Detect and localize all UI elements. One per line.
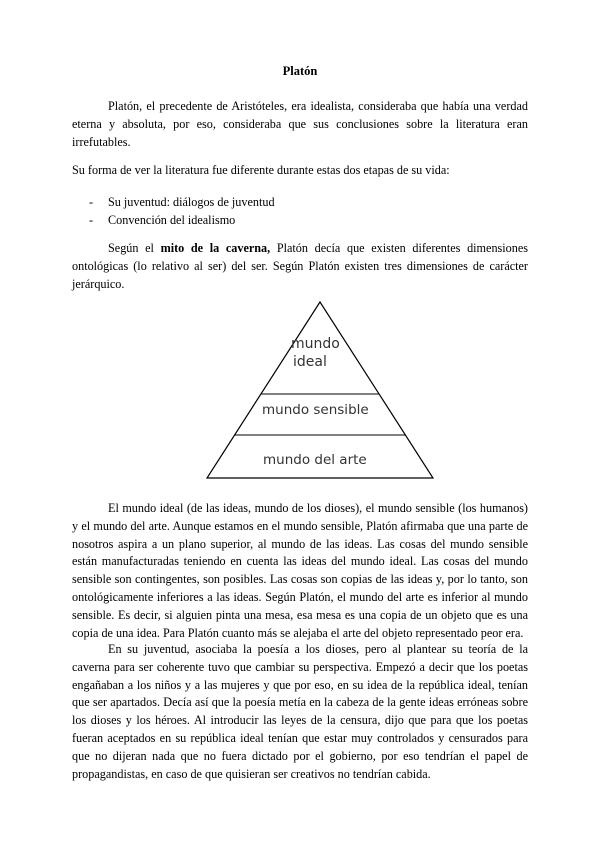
pyramid-level-ideal-line2: ideal — [293, 354, 327, 370]
pyramid-level-sensible: mundo sensible — [262, 402, 369, 418]
worlds-paragraph: El mundo ideal (de las ideas, mundo de los dioses), el mundo sensible (los humanos) y el mundo del arte. Aunque estamos en el mundo sensible, Platón afirmaba que una parte de nosotros aspira a un plano superior, al mundo de las ideas. Las cosas del mundo sensible están manufacturadas teniendo en cuenta las ideas del mundo ideal. Las cosas del mundo sensible son contingentes, son posibles. Las cosas son copias de las ideas y, por lo tanto, son ontológicamente inferiores a las ideas. Según Platón, el mundo del arte es inferior al mundo sensible. Es decir, si alguien pinta una mesa, esa mesa es una copia de un objeto que es una copia de una idea. Para Platón cuanto más se alejaba el arte del objeto representado peor era. — [72, 501, 528, 640]
list-item: - Convención del idealismo — [89, 213, 236, 227]
list-item-text: Convención del idealismo — [108, 213, 236, 227]
list-item-text: Su juventud: diálogos de juventud — [108, 195, 275, 209]
stages-list — [72, 194, 275, 230]
pyramid-level-art: mundo del arte — [263, 452, 367, 468]
stages-paragraph: Su forma de ver la literatura fue diferente durante estas dos etapas de su vida: — [72, 163, 450, 177]
cave-text-start: Según el — [108, 241, 161, 255]
intro-paragraph: Platón, el precedente de Aristóteles, era idealista, consideraba que había una verdad eterna y absoluta, por eso, consideraba que sus conclusiones sobre la literatura eran irrefutables. — [72, 99, 528, 149]
pyramid-level-ideal-line1: mundo — [291, 336, 340, 352]
list-item: - Su juventud: diálogos de juventud — [89, 195, 275, 209]
cave-text-end: Platón decía que existen diferentes dimensiones ontológicas (lo relativo al ser) del ser. Según Platón existen tres dimensiones de carácter jerárquico. — [72, 241, 529, 291]
cave-myth-paragraph — [72, 240, 528, 293]
cave-myth-term: mito de la caverna, — [160, 241, 271, 255]
youth-paragraph: En su juventud, asociaba la poesía a los dioses, pero al plantear su teoría de la caverna para ser coherente tuvo que cambiar su perspectiva. Empezó a decir que los poetas engañaban a los niños y a las mujeres y que por eso, en su idea de la república ideal, tenían que ser apartados. Decía así que la poesía metía en la cabeza de la gente ideas erróneas sobre los dioses y los héroes. Al introducir las leyes de la censura, dijo que para que los poetas fueran aceptados en su república ideal tenían que estar muy controlados y censurados para que no dijeran nada que no fuera dictado por el gobierno, por eso tendrían el papel de propagandistas, en caso de que quisieran ser creativos no tendrían cabida. — [72, 642, 528, 781]
pyramid-diagram — [205, 300, 435, 482]
page-title: Platón — [282, 64, 318, 78]
